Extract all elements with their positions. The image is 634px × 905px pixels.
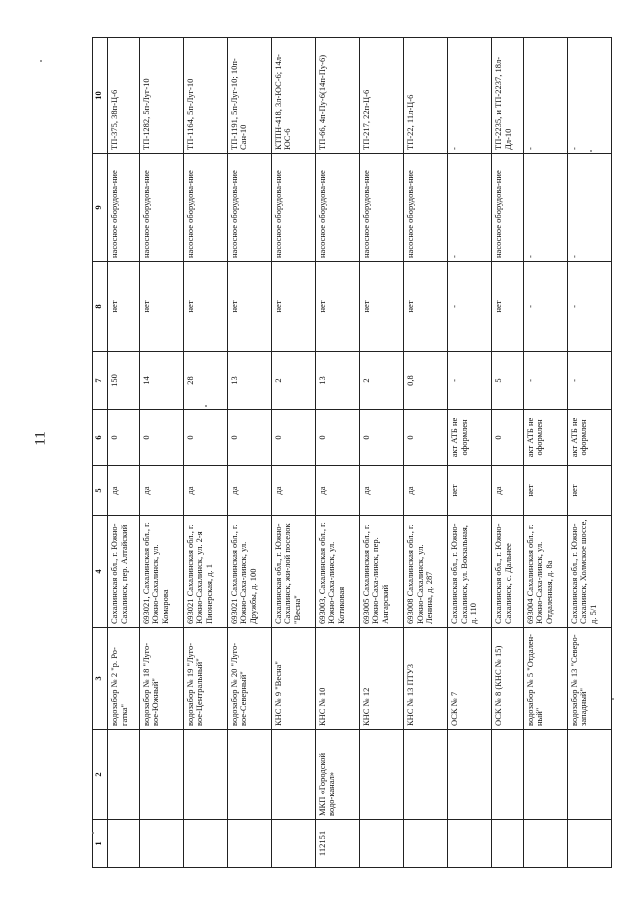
table-cell-col3: КНС № 10 xyxy=(315,628,359,730)
table-cell-col6: 0 xyxy=(492,410,524,466)
table-cell-col2 xyxy=(492,730,524,820)
table-cell-col9: - xyxy=(567,154,611,262)
table-cell-col4: 693004 Сахалинская обл., г. Южно-Саха-линск, ул. Отдаленная, д. 8а xyxy=(523,516,567,628)
table-cell-col9: - xyxy=(523,154,567,262)
table-cell-col2 xyxy=(567,730,611,820)
table-cell-col9: насосное оборудова-ние xyxy=(227,154,271,262)
table-cell-col4: Сахалинская обл., г. Южно-Сахалинск, с. Дальнее xyxy=(492,516,524,628)
table-cell-col6: 0 xyxy=(183,410,227,466)
table-cell-col4: 693021 Сахалинская обл., г. Южно-Сахалинск, ул. 2-я Пионерская, д. 1 xyxy=(183,516,227,628)
table-cell-col8: нет xyxy=(183,262,227,352)
table-cell-col9: насосное оборудова-ние xyxy=(271,154,315,262)
table-cell-col5: да xyxy=(492,466,524,516)
table-cell-col3: водозабор № 5 "Отдален-ный" xyxy=(523,628,567,730)
table-cell-col2 xyxy=(139,730,183,820)
header-cell: 1 xyxy=(93,820,108,868)
table-cell-col4: Сахалинская обл., г. Южно-Сахалинск, пер. Алтайский xyxy=(108,516,140,628)
table-cell-col5: нет xyxy=(523,466,567,516)
table-cell-col3: водозабор № 2 "р. Ро-гатка" xyxy=(108,628,140,730)
header-cell: 4 xyxy=(93,516,108,628)
table-cell-col1 xyxy=(139,820,183,868)
table-cell-col8: нет xyxy=(227,262,271,352)
table-cell-col7: - xyxy=(448,352,492,410)
table-cell-col3: КНС № 9 "Весна" xyxy=(271,628,315,730)
table-cell-col4: 693021 Сахалинская обл., г. Южно-Саха-линск, ул. Дружбы, д. 100 xyxy=(227,516,271,628)
rotated-table-container xyxy=(92,38,612,868)
table-cell-col5: да xyxy=(183,466,227,516)
table-cell-col5: да xyxy=(315,466,359,516)
table-cell-col8: - xyxy=(448,262,492,352)
table-cell-col10: ТП-375, 38п-Ц-6 xyxy=(108,38,140,154)
table-cell-col3: водозабор № 19 "Луго-вое-Центральный" xyxy=(183,628,227,730)
table-cell-col8: нет xyxy=(359,262,403,352)
table-cell-col8: нет xyxy=(139,262,183,352)
header-cell: 8 xyxy=(93,262,108,352)
table-cell-col7: 13 xyxy=(315,352,359,410)
table-cell-col7: 5 xyxy=(492,352,524,410)
table-cell-col10: - xyxy=(523,38,567,154)
table-cell-col1 xyxy=(492,820,524,868)
table-cell-col1 xyxy=(359,820,403,868)
table-cell-col6: акт АТБ не оформлен xyxy=(523,410,567,466)
table-cell-col10: ТП-1282, 5п-Луг-10 xyxy=(139,38,183,154)
table-cell-col5: да xyxy=(227,466,271,516)
table-cell-col9: насосное оборудова-ние xyxy=(404,154,448,262)
table-cell-col8: нет xyxy=(315,262,359,352)
table-cell-col6: 0 xyxy=(271,410,315,466)
table-cell-col1 xyxy=(523,820,567,868)
scan-speck xyxy=(205,405,207,407)
scan-speck xyxy=(612,698,614,700)
table-cell-col8: нет xyxy=(108,262,140,352)
table-cell-col8: - xyxy=(523,262,567,352)
table-row xyxy=(315,38,359,868)
table-cell-col10: - xyxy=(567,38,611,154)
header-cell: 2 xyxy=(93,730,108,820)
table-cell-col3: водозабор № 18 "Луго-вое-Южный" xyxy=(139,628,183,730)
table-row xyxy=(523,38,567,868)
table-cell-col7: 28 xyxy=(183,352,227,410)
scan-speck xyxy=(40,60,42,62)
table-cell-col7: 2 xyxy=(271,352,315,410)
table-cell-col4: Сахалинская обл., г. Южно-Сахалинск, жи-лой поселок "Весна" xyxy=(271,516,315,628)
table-cell-col10: ТП-2235, и ТП-2237, 18л-Дл-10 xyxy=(492,38,524,154)
data-table xyxy=(92,37,612,868)
table-cell-col6: 0 xyxy=(315,410,359,466)
table-row xyxy=(227,38,271,868)
table-cell-col9: насосное оборудова-ние xyxy=(315,154,359,262)
table-cell-col5: да xyxy=(271,466,315,516)
table-cell-col7: 14 xyxy=(139,352,183,410)
table-cell-col3: водозабор № 20 "Луго-вое-Северный" xyxy=(227,628,271,730)
table-cell-col8: нет xyxy=(271,262,315,352)
table-cell-col1 xyxy=(227,820,271,868)
table-cell-col9: насосное оборудова-ние xyxy=(183,154,227,262)
table-cell-col10: ТП-217, 22п-Ц-6 xyxy=(359,38,403,154)
table-cell-col7: - xyxy=(567,352,611,410)
table-cell-col9: насосное оборудова-ние xyxy=(108,154,140,262)
table-cell-col2 xyxy=(227,730,271,820)
table-cell-col10: ТП-1164, 5п-Луг-10 xyxy=(183,38,227,154)
table-cell-col4: 693005 Сахалинская обл., г. Южно-Саха-линск, пер. Ангарский xyxy=(359,516,403,628)
table-cell-col8: - xyxy=(567,262,611,352)
table-row xyxy=(404,38,448,868)
table-cell-col7: 0,8 xyxy=(404,352,448,410)
table-row xyxy=(567,38,611,868)
table-cell-col1 xyxy=(108,820,140,868)
table-cell-col6: 0 xyxy=(404,410,448,466)
table-cell-col4: 693003, Сахалинская обл., г. Южно-Саха-линск, ул. Котиковая xyxy=(315,516,359,628)
table-cell-col5: нет xyxy=(448,466,492,516)
table-cell-col1 xyxy=(271,820,315,868)
table-cell-col5: да xyxy=(359,466,403,516)
table-cell-col7: 13 xyxy=(227,352,271,410)
table-cell-col10: ТП-66, 4п-Пу-6(14п-Пу-6) xyxy=(315,38,359,154)
table-cell-col10: ТП-1191, 5п-Луг-10; 10п-Сан-10 xyxy=(227,38,271,154)
table-cell-col1 xyxy=(448,820,492,868)
table-cell-col10: КТПН-418, 3л-ЮС-6; 14л-ЮС-6 xyxy=(271,38,315,154)
table-row xyxy=(271,38,315,868)
header-cell: 6 xyxy=(93,410,108,466)
table-cell-col7: 2 xyxy=(359,352,403,410)
table-cell-col3: КНС № 13 ПТУ3 xyxy=(404,628,448,730)
table-row xyxy=(139,38,183,868)
table-cell-col2: МКП «Городской водо-канал» xyxy=(315,730,359,820)
table-cell-col5: да xyxy=(108,466,140,516)
page-number: 11 xyxy=(32,431,49,446)
table-cell-col5: нет xyxy=(567,466,611,516)
scan-speck xyxy=(590,150,592,152)
table-cell-col1 xyxy=(183,820,227,868)
table-cell-col1 xyxy=(404,820,448,868)
table-cell-col3: ОСК № 7 xyxy=(448,628,492,730)
table-cell-col4: 693008 Сахалинская обл., г. Южно-Сахалинск, ул. Ленина, д. 287 xyxy=(404,516,448,628)
header-cell: 7 xyxy=(93,352,108,410)
table-cell-col6: акт АТБ не оформлен xyxy=(567,410,611,466)
table-cell-col9: - xyxy=(448,154,492,262)
header-cell: 10 xyxy=(93,38,108,154)
table-cell-col9: насосное оборудова-ние xyxy=(139,154,183,262)
table-row xyxy=(492,38,524,868)
header-row xyxy=(93,38,108,868)
table-cell-col2 xyxy=(271,730,315,820)
table-cell-col3: водозабор № 13 "Северо-западный" xyxy=(567,628,611,730)
table-row xyxy=(448,38,492,868)
table-cell-col9: насосное оборудова-ние xyxy=(492,154,524,262)
table-cell-col6: 0 xyxy=(139,410,183,466)
table-cell-col3: КНС № 12 xyxy=(359,628,403,730)
table-cell-col10: - xyxy=(448,38,492,154)
table-cell-col7: 150 xyxy=(108,352,140,410)
table-cell-col6: акт АТБ не оформлен xyxy=(448,410,492,466)
header-cell: 9 xyxy=(93,154,108,262)
table-cell-col2 xyxy=(183,730,227,820)
table-cell-col4: Сахалинская обл., г. Южно-Сахалинск, Холмское шоссе, д. 5/1 xyxy=(567,516,611,628)
table-cell-col6: 0 xyxy=(108,410,140,466)
table-row xyxy=(108,38,140,868)
table-cell-col5: да xyxy=(404,466,448,516)
table-row xyxy=(359,38,403,868)
table-cell-col1: 112151 xyxy=(315,820,359,868)
table-cell-col3: ОСК № 8 (КНС № 15) xyxy=(492,628,524,730)
table-cell-col8: нет xyxy=(492,262,524,352)
header-cell: 3 xyxy=(93,628,108,730)
table-cell-col2 xyxy=(448,730,492,820)
table-cell-col5: да xyxy=(139,466,183,516)
table-cell-col2 xyxy=(359,730,403,820)
table-cell-col1 xyxy=(567,820,611,868)
table-cell-col10: ТП-22, 11л-Ц-6 xyxy=(404,38,448,154)
table-cell-col4: 693021, Сахалинская обл., г. Южно-Сахалинск, ул. Комарова xyxy=(139,516,183,628)
header-cell: 5 xyxy=(93,466,108,516)
table-cell-col4: Сахалинская обл., г. Южно-Сахалинск, ул. Вокзальная, д. 110 xyxy=(448,516,492,628)
table-cell-col9: насосное оборудова-ние xyxy=(359,154,403,262)
table-cell-col2 xyxy=(108,730,140,820)
table-cell-col2 xyxy=(523,730,567,820)
table-cell-col8: нет xyxy=(404,262,448,352)
table-cell-col6: 0 xyxy=(359,410,403,466)
table-row xyxy=(183,38,227,868)
table-cell-col7: - xyxy=(523,352,567,410)
table-cell-col6: 0 xyxy=(227,410,271,466)
table-cell-col2 xyxy=(404,730,448,820)
scan-speck xyxy=(92,832,94,834)
